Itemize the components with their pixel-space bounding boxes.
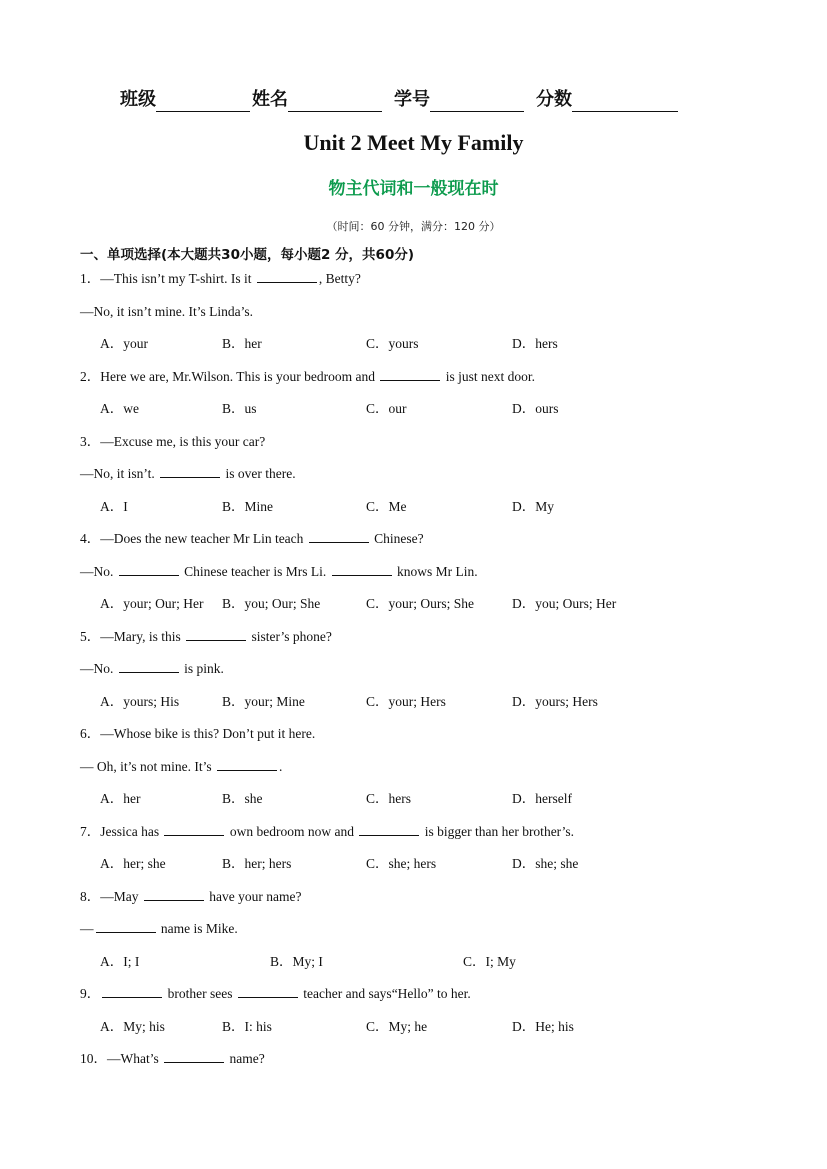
answer-blank[interactable]: [119, 660, 179, 673]
question-4-option-c[interactable]: C．your; Ours; She: [366, 596, 474, 611]
class-field: [120, 88, 252, 112]
page-title: Unit 2 Meet My Family: [303, 130, 524, 155]
answer-blank[interactable]: [380, 368, 440, 381]
question-10-stem: 10．—What’s name?: [80, 1051, 265, 1066]
name-field: [252, 88, 384, 112]
answer-blank[interactable]: [309, 530, 369, 543]
answer-blank[interactable]: [186, 628, 246, 641]
question-5-option-c[interactable]: C．your; Hers: [366, 694, 446, 709]
question-4-stem: 4．—Does the new teacher Mr Lin teach Chinese?: [80, 531, 424, 546]
answer-blank[interactable]: [144, 888, 204, 901]
question-3-reply: —No, it isn’t. is over there.: [80, 466, 296, 481]
question-1-option-d[interactable]: D．hers: [512, 336, 558, 351]
answer-blank[interactable]: [332, 563, 392, 576]
score-label: 分数: [536, 89, 572, 110]
score-field: [536, 88, 680, 112]
class-blank[interactable]: [156, 89, 250, 112]
question-6-stem: 6．—Whose bike is this? Don’t put it here.: [80, 726, 316, 741]
question-3-option-c[interactable]: C．Me: [366, 499, 407, 514]
question-8-stem: 8．—May have your name?: [80, 889, 302, 904]
question-3-option-d[interactable]: D．My: [512, 499, 555, 514]
student-info-line: [120, 88, 720, 112]
question-1-option-b[interactable]: B．her: [222, 336, 262, 351]
time-info: （时间：60 分钟，满分：120 分）: [326, 220, 501, 233]
question-7-option-a[interactable]: A．her; she: [100, 856, 166, 871]
question-1-reply: —No, it isn’t mine. It’s Linda’s.: [80, 304, 253, 319]
question-5-stem: 5．—Mary, is this sister’s phone?: [80, 629, 332, 644]
question-6-option-d[interactable]: D．herself: [512, 791, 572, 806]
student-id-label: 学号: [394, 89, 430, 110]
question-8-option-b[interactable]: B．My; I: [270, 954, 323, 969]
student-id-field: [394, 88, 526, 112]
question-7-stem: 7．Jessica has own bedroom now and is bigger than her brother’s.: [80, 824, 575, 839]
question-9-option-d[interactable]: D．He; his: [512, 1019, 574, 1034]
question-3-option-a[interactable]: A．I: [100, 499, 128, 514]
answer-blank[interactable]: [164, 823, 224, 836]
question-8-reply: — name is Mike.: [80, 921, 238, 936]
question-9-option-a[interactable]: A．My; his: [100, 1019, 165, 1034]
question-7-option-b[interactable]: B．her; hers: [222, 856, 292, 871]
score-blank[interactable]: [572, 89, 678, 112]
question-2-option-c[interactable]: C．our: [366, 401, 407, 416]
question-1-option-c[interactable]: C．yours: [366, 336, 419, 351]
question-2-option-a[interactable]: A．we: [100, 401, 139, 416]
question-4-reply: —No. Chinese teacher is Mrs Li. knows Mr Lin.: [80, 564, 478, 579]
question-8-option-c[interactable]: C．I; My: [463, 954, 516, 969]
page-subtitle: 物主代词和一般现在时: [328, 179, 499, 199]
answer-blank[interactable]: [238, 985, 298, 998]
question-7-option-d[interactable]: D．she; she: [512, 856, 579, 871]
question-6-option-a[interactable]: A．her: [100, 791, 141, 806]
question-6-option-c[interactable]: C．hers: [366, 791, 411, 806]
question-9-option-b[interactable]: B．I: his: [222, 1019, 272, 1034]
question-5-reply: —No. is pink.: [80, 661, 224, 676]
answer-blank[interactable]: [257, 270, 317, 283]
question-1-option-a[interactable]: A．your: [100, 336, 148, 351]
question-5-option-a[interactable]: A．yours; His: [100, 694, 180, 709]
answer-blank[interactable]: [160, 465, 220, 478]
question-2-stem: 2．Here we are, Mr.Wilson. This is your bedroom and is just next door.: [80, 369, 536, 384]
question-4-option-a[interactable]: A．your; Our; Her: [100, 596, 204, 611]
question-9-stem: 9． brother sees teacher and says“Hello” to her.: [80, 986, 471, 1001]
question-8-option-a[interactable]: A．I; I: [100, 954, 140, 969]
question-2-option-b[interactable]: B．us: [222, 401, 257, 416]
answer-blank[interactable]: [164, 1050, 224, 1063]
question-3-option-b[interactable]: B．Mine: [222, 499, 274, 514]
question-2-option-d[interactable]: D．ours: [512, 401, 559, 416]
question-4-option-b[interactable]: B．you; Our; She: [222, 596, 321, 611]
answer-blank[interactable]: [359, 823, 419, 836]
student-id-blank[interactable]: [430, 89, 524, 112]
question-5-option-d[interactable]: D．yours; Hers: [512, 694, 598, 709]
name-blank[interactable]: [288, 89, 382, 112]
answer-blank[interactable]: [217, 758, 277, 771]
section-heading: 一、单项选择(本大题共30小题，每小题2 分，共60分): [80, 247, 415, 263]
question-5-option-b[interactable]: B．your; Mine: [222, 694, 305, 709]
question-1-stem: 1．—This isn’t my T-shirt. Is it , Betty?: [80, 271, 361, 286]
question-4-option-d[interactable]: D．you; Ours; Her: [512, 596, 617, 611]
question-9-option-c[interactable]: C．My; he: [366, 1019, 428, 1034]
question-7-option-c[interactable]: C．she; hers: [366, 856, 437, 871]
question-6-option-b[interactable]: B．she: [222, 791, 263, 806]
answer-blank[interactable]: [119, 563, 179, 576]
class-label: 班级: [120, 89, 156, 110]
question-6-reply: — Oh, it’s not mine. It’s .: [80, 759, 283, 774]
answer-blank[interactable]: [96, 920, 156, 933]
question-3-stem: 3．—Excuse me, is this your car?: [80, 434, 266, 449]
answer-blank[interactable]: [102, 985, 162, 998]
name-label: 姓名: [252, 89, 288, 110]
